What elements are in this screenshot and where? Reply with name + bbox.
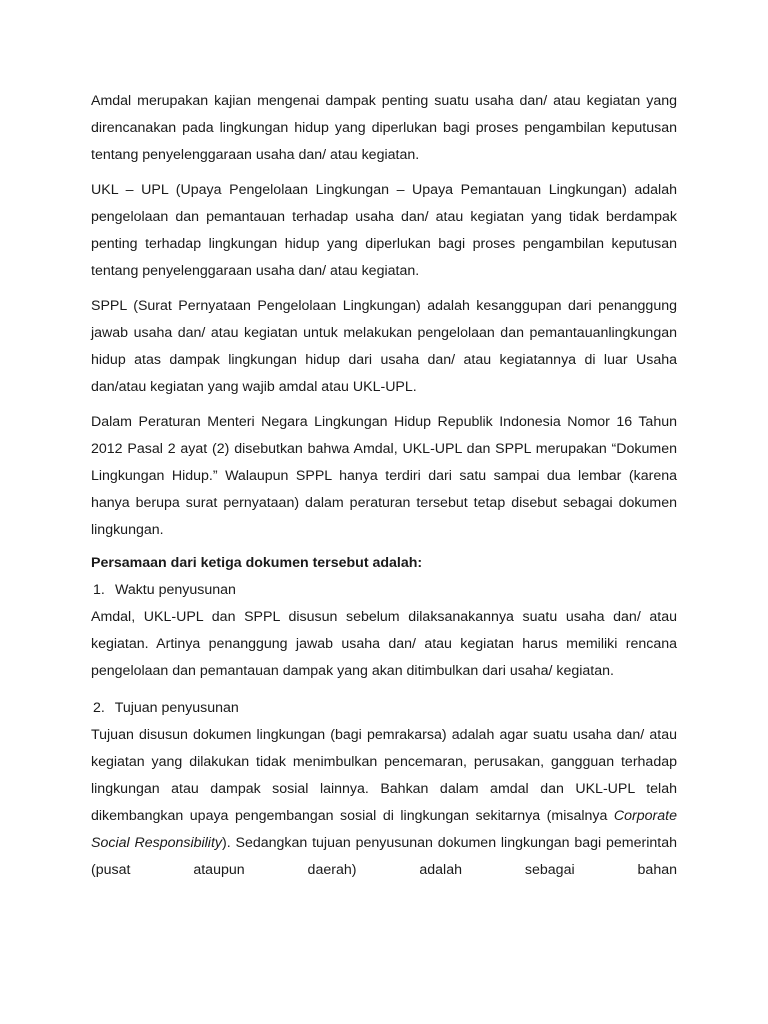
body-italic-text: Corporate Social Responsibility	[91, 808, 677, 851]
list-item-2-title	[91, 695, 677, 722]
paragraph-ukl-upl: UKL – UPL (Upaya Pengelolaan Lingkungan – Upaya Pemantauan Lingkungan) adalah pengelolaan dan pemantauan terhadap usaha dan/ atau kegiatan yang tidak berdampak penting terhadap lingkungan hidup yang diperlukan bagi proses pengambilan keputusan tentang penyelenggaraan usaha dan/ atau kegiatan.	[91, 182, 677, 279]
list-item-1-title	[91, 577, 677, 604]
document-page	[91, 88, 677, 892]
list-number: 1.	[93, 582, 105, 598]
paragraph-amdal: Amdal merupakan kajian mengenai dampak penting suatu usaha dan/ atau kegiatan yang direncanakan pada lingkungan hidup yang diperlukan bagi proses pengambilan keputusan tentang penyelenggaraan usaha dan/ atau kegiatan.	[91, 93, 677, 163]
paragraph-sppl: SPPL (Surat Pernyataan Pengelolaan Lingkungan) adalah kesanggupan dari penanggung jawab usaha dan/ atau kegiatan untuk melakukan pengelolaan dan pemantauanlingkungan hidup atas dampak lingkungan hidup dari usaha dan/ atau kegiatannya di luar Usaha dan/atau kegiatan yang wajib amdal atau UKL-UPL.	[91, 298, 677, 395]
list-title: Waktu penyusunan	[114, 582, 236, 598]
list-title: Tujuan penyusunan	[114, 700, 239, 716]
list-number: 2.	[93, 700, 105, 716]
paragraph-peraturan: Dalam Peraturan Menteri Negara Lingkungan Hidup Republik Indonesia Nomor 16 Tahun 2012 Pasal 2 ayat (2) disebutkan bahwa Amdal, UKL-UPL dan SPPL merupakan “Dokumen Lingkungan Hidup.” Walaupun SPPL hanya terdiri dari satu sampai dua lembar (karena hanya berupa surat pernyataan) dalam peraturan tersebut tetap disebut sebagai dokumen lingkungan.	[91, 414, 677, 538]
body-text: ). Sedangkan tujuan penyusunan dokumen lingkungan bagi pemerintah (pusat ataupun daerah) adalah sebagai bahan	[91, 835, 677, 878]
section-heading: Persamaan dari ketiga dokumen tersebut adalah:	[91, 555, 423, 571]
list-item-1-body: Amdal, UKL-UPL dan SPPL disusun sebelum dilaksanakannya suatu usaha dan/ atau kegiatan. Artinya penanggung jawab usaha dan/ atau kegiatan harus memiliki rencana pengelolaan dan pemantauan dampak yang akan ditimbulkan dari usaha/ kegiatan.	[91, 609, 677, 679]
body-text: Tujuan disusun dokumen lingkungan (bagi pemrakarsa) adalah agar suatu usaha dan/ atau kegiatan yang dilakukan tidak menimbulkan pencemaran, perusakan, gangguan terhadap lingkungan atau dampak sosial lainnya. Bahkan dalam amdal dan UKL-UPL telah dikembangkan upaya pengembangan sosial di lingkungan sekitarnya (misalnya	[91, 727, 677, 824]
list-item-2-body	[91, 722, 677, 884]
